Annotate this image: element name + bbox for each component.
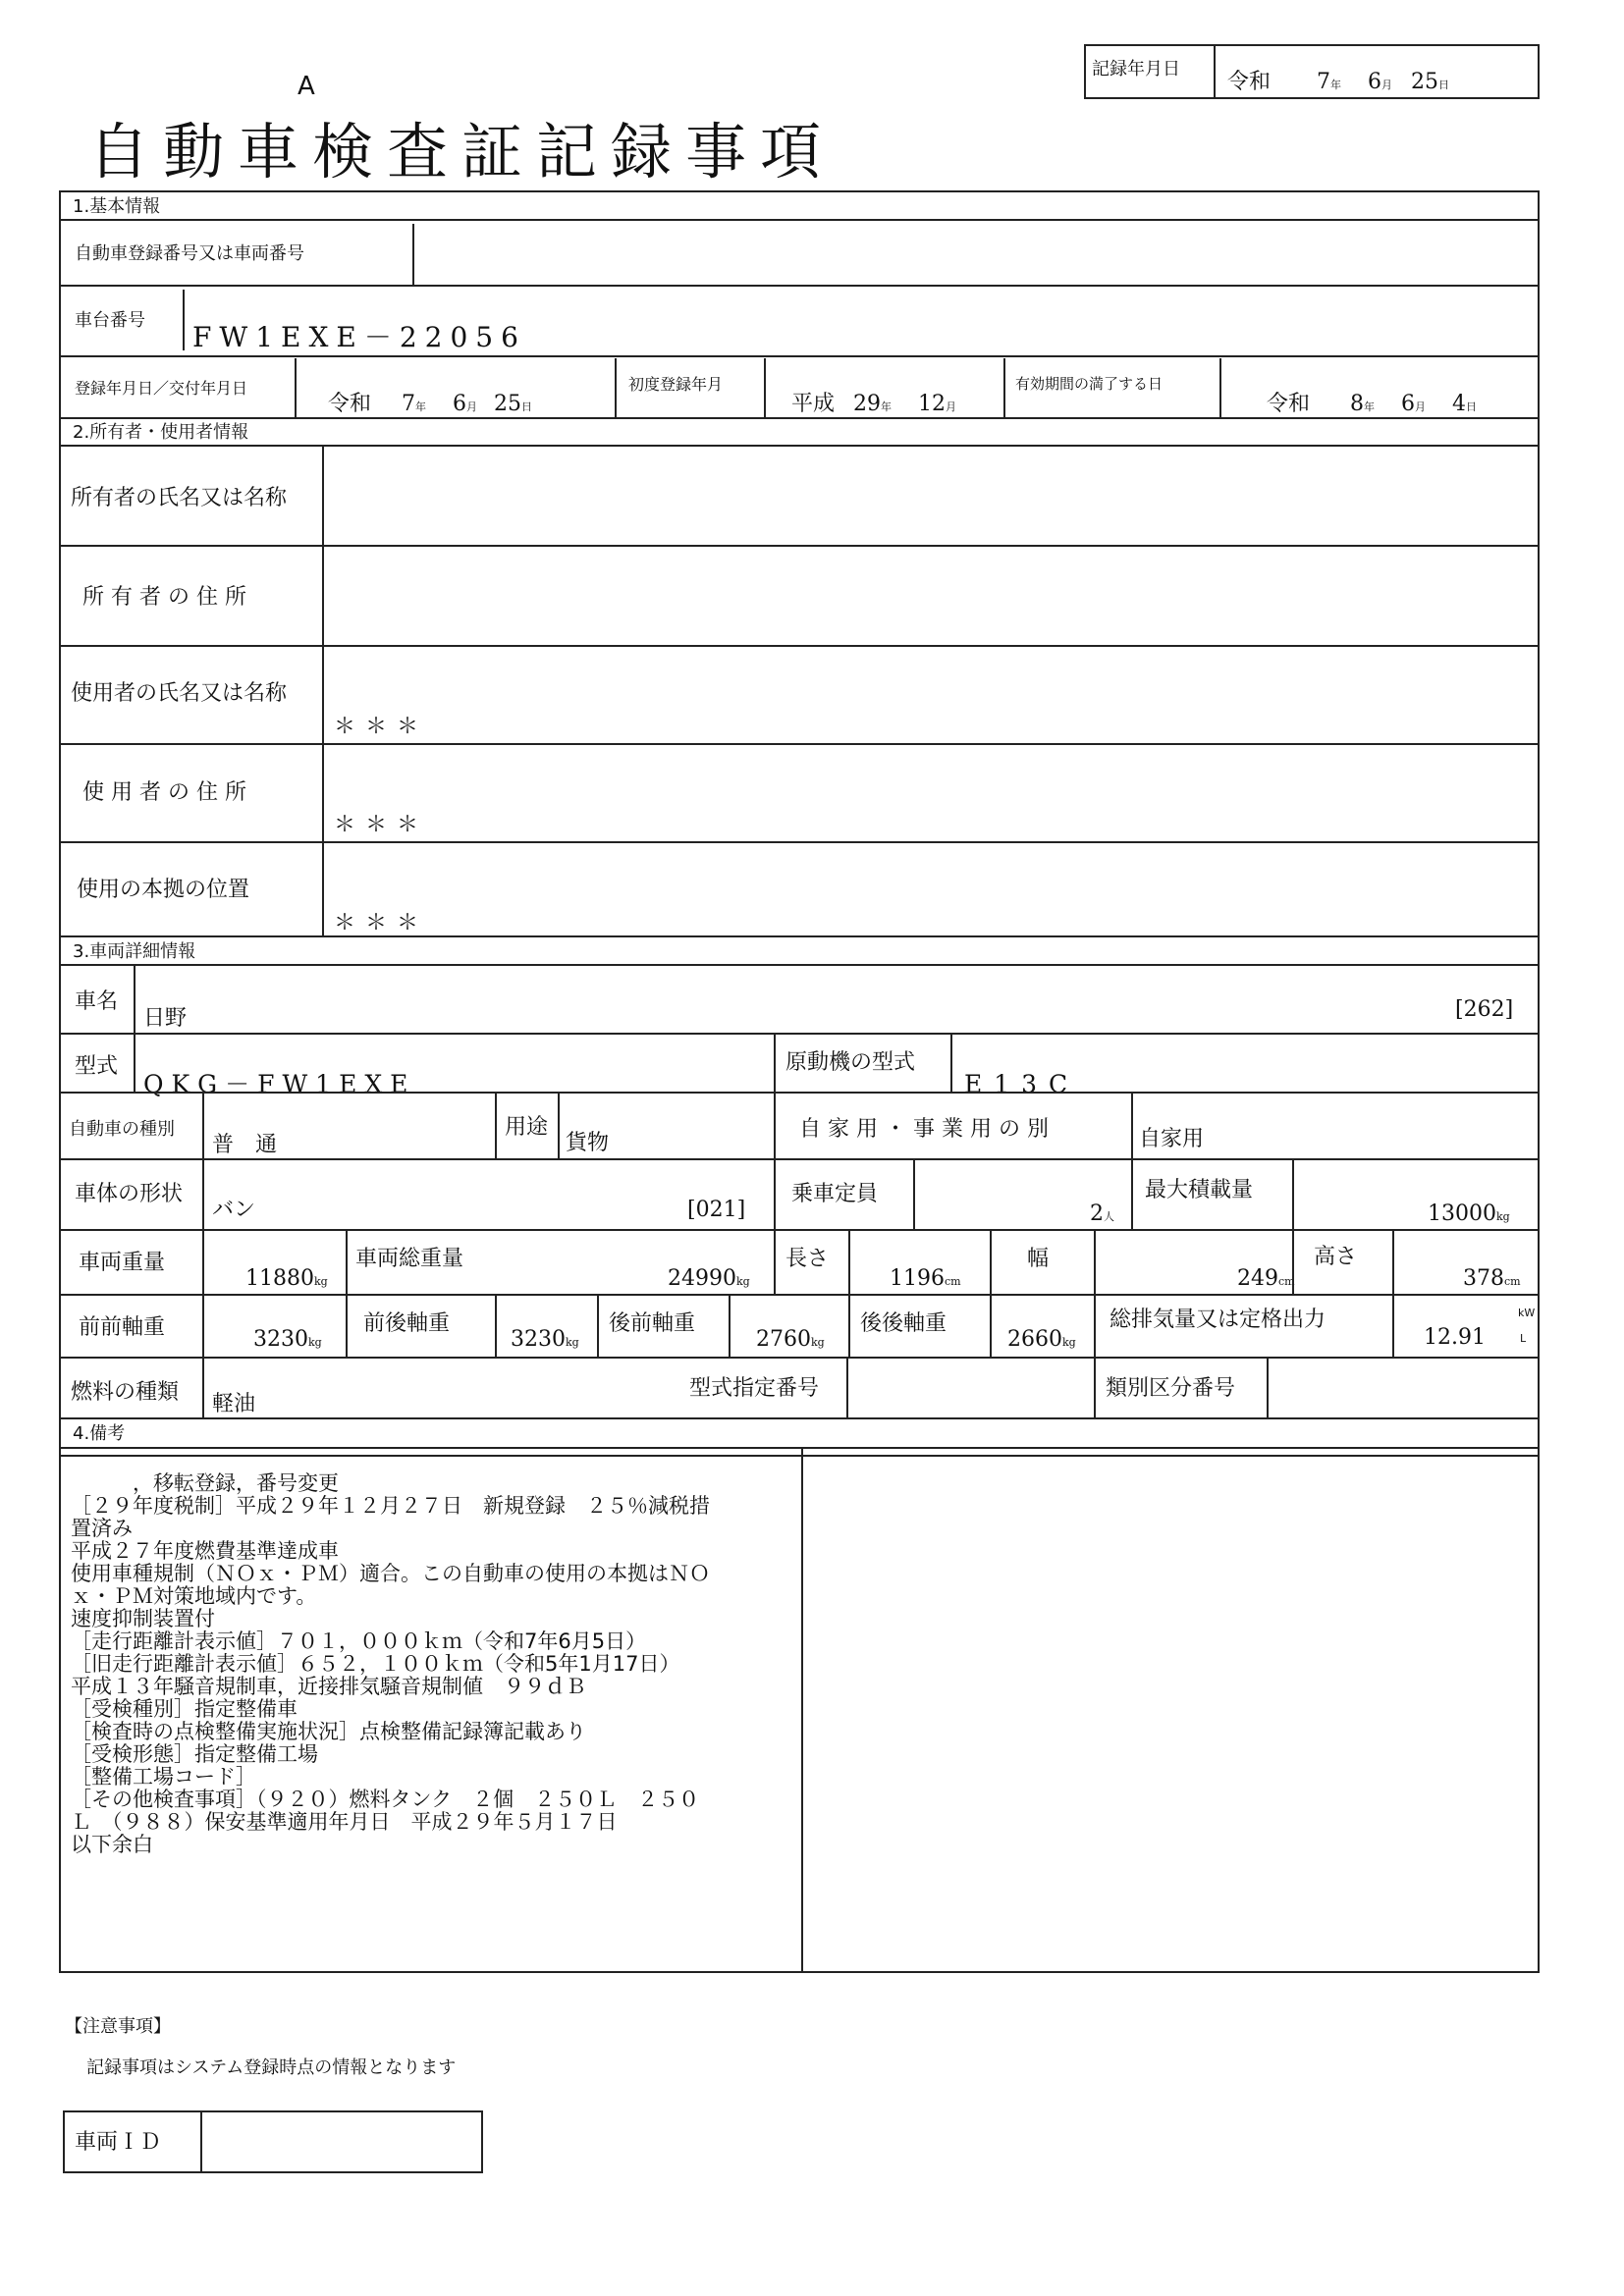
user-name-label: 使用者の氏名又は名称: [71, 681, 288, 706]
remarks-line: 以下余白: [71, 1833, 153, 1856]
expiry-label: 有効期間の満了する日: [1015, 375, 1164, 393]
model-value: QKG－FW1EXE: [143, 1070, 416, 1098]
front-front-axle-label: 前前軸重: [79, 1315, 166, 1340]
engine-model-label: 原動機の型式: [785, 1050, 916, 1075]
vehicle-id-label: 車両ＩＤ: [75, 2130, 162, 2155]
document-mark: A: [298, 72, 315, 101]
fuel-value: 軽油: [212, 1392, 256, 1416]
remarks-line: ［２９年度税制］平成２９年１２月２７日 新規登録 ２５％減税措: [71, 1494, 710, 1518]
reg-date-label: 登録年月日／交付年月日: [75, 379, 248, 398]
user-address-label: 使 用 者 の 住 所: [82, 780, 246, 805]
reg-no-label: 自動車登録番号又は車両番号: [75, 243, 304, 264]
use-label: 用途: [505, 1115, 549, 1140]
remarks-line: ，移転登録，番号変更: [71, 1471, 339, 1495]
section-vehicle-heading: 3.車両詳細情報: [73, 941, 196, 962]
front-rear-axle-label: 前後軸重: [363, 1311, 451, 1336]
remarks-line: 平成２７年度燃費基準達成車: [71, 1539, 339, 1563]
vehicle-kind-label: 自動車の種別: [69, 1119, 175, 1140]
remarks-line: ［整備工場コード］: [71, 1765, 256, 1789]
private-business-value: 自家用: [1139, 1127, 1205, 1151]
remarks-line: ［受検種別］指定整備車: [71, 1697, 298, 1721]
reg-date-value: 令和 7年 6月 25日: [328, 392, 533, 416]
gross-weight-value: 24990kg: [668, 1266, 750, 1291]
base-location-label: 使用の本拠の位置: [77, 878, 250, 902]
private-business-label: 自 家 用 ・ 事 業 用 の 別: [799, 1117, 1049, 1142]
record-date-label: 記録年月日: [1092, 59, 1180, 80]
remarks-line: ｘ・ＰＭ対策地域内です。: [71, 1584, 317, 1608]
height-value: 378cm: [1463, 1266, 1521, 1291]
remarks-line: ［その他検査事項］（９２０）燃料タンク ２個 ２５０Ｌ ２５０: [71, 1788, 700, 1811]
displacement-unit-kw: kW: [1518, 1307, 1536, 1319]
front-rear-axle-value: 3230kg: [511, 1327, 579, 1352]
model-label: 型式: [75, 1054, 119, 1079]
owner-name-label: 所有者の氏名又は名称: [71, 486, 288, 510]
vehicle-name-label: 車名: [75, 989, 119, 1014]
vehicle-name-code: [262]: [1455, 997, 1514, 1022]
vehicle-weight-value: 11880kg: [245, 1266, 328, 1291]
body-shape-label: 車体の形状: [75, 1182, 184, 1206]
notes-text: 記録事項はシステム登録時点の情報となります: [86, 2057, 457, 2078]
record-date-value: 令和 7年 6月 25日: [1227, 70, 1450, 94]
rear-front-axle-label: 後前軸重: [609, 1311, 696, 1336]
gross-weight-label: 車両総重量: [355, 1247, 464, 1271]
user-name-value: ＊＊＊: [334, 715, 429, 739]
body-shape-code: [021]: [687, 1198, 746, 1222]
remarks-line: 平成１３年騒音規制車，近接排気騒音規制値 ９９ｄＢ: [71, 1675, 586, 1698]
max-load-value: 13000kg: [1428, 1201, 1510, 1226]
engine-model-value: E13C: [964, 1070, 1080, 1098]
remarks-line: ［受検形態］指定整備工場: [71, 1742, 318, 1766]
section-basic-heading: 1.基本情報: [73, 196, 161, 217]
capacity-label: 乗車定員: [791, 1182, 879, 1206]
base-location-value: ＊＊＊: [334, 911, 429, 935]
capacity-value: 2人: [1090, 1201, 1114, 1226]
rear-front-axle-value: 2760kg: [756, 1327, 825, 1352]
rear-rear-axle-value: 2660kg: [1007, 1327, 1076, 1352]
vehicle-weight-label: 車両重量: [79, 1251, 166, 1275]
remarks-line: 置済み: [71, 1517, 133, 1540]
front-front-axle-value: 3230kg: [253, 1327, 322, 1352]
notes-heading: 【注意事項】: [65, 2016, 171, 2037]
displacement-unit-l: L: [1520, 1332, 1527, 1345]
rear-rear-axle-label: 後後軸重: [860, 1311, 947, 1336]
type-approval-label: 型式指定番号: [689, 1376, 820, 1401]
user-address-value: ＊＊＊: [334, 813, 429, 837]
remarks-line: ［走行距離計表示値］７０１，０００ｋｍ（令和7年6月5日）: [71, 1629, 647, 1653]
vehicle-name-value: 日野: [143, 1006, 188, 1031]
page-title: 自動車検査証記録事項: [88, 116, 836, 187]
use-value: 貨物: [566, 1131, 610, 1155]
height-label: 高さ: [1314, 1245, 1358, 1269]
class-number-label: 類別区分番号: [1106, 1376, 1236, 1401]
vehicle-kind-value: 普 通: [212, 1133, 278, 1157]
chassis-label: 車台番号: [75, 310, 145, 331]
first-reg-value: 平成 29年 12月: [791, 392, 957, 416]
remarks-line: Ｌ （９８８）保安基準適用年月日 平成２９年５月１７日: [71, 1810, 618, 1834]
displacement-value: 12.91: [1424, 1325, 1486, 1350]
max-load-label: 最大積載量: [1145, 1178, 1254, 1202]
length-label: 長さ: [785, 1247, 830, 1271]
remarks-line: 使用車種規制（ＮＯｘ・ＰＭ）適合。この自動車の使用の本拠はＮＯ: [71, 1562, 710, 1585]
length-value: 1196cm: [890, 1266, 961, 1291]
displacement-label: 総排気量又は定格出力: [1110, 1308, 1326, 1332]
width-label: 幅: [1027, 1247, 1050, 1271]
fuel-label: 燃料の種類: [71, 1380, 180, 1405]
chassis-value: FW1EXE－22056: [192, 321, 526, 353]
owner-address-label: 所 有 者 の 住 所: [82, 585, 246, 610]
first-reg-label: 初度登録年月: [628, 375, 724, 394]
remarks-line: 速度抑制装置付: [71, 1607, 215, 1630]
section-remarks-heading: 4.備考: [73, 1423, 126, 1444]
section-owner-heading: 2.所有者・使用者情報: [73, 422, 249, 443]
body-shape-value: バン: [212, 1198, 256, 1222]
expiry-value: 令和 8年 6月 4日: [1267, 392, 1478, 416]
remarks-text: [71, 1472, 797, 1856]
remarks-line: ［旧走行距離計表示値］６５２，１００ｋｍ（令和5年1月17日）: [71, 1652, 680, 1676]
remarks-line: ［検査時の点検整備実施状況］点検整備記録簿記載あり: [71, 1720, 586, 1743]
width-value: 249cm: [1237, 1266, 1295, 1291]
